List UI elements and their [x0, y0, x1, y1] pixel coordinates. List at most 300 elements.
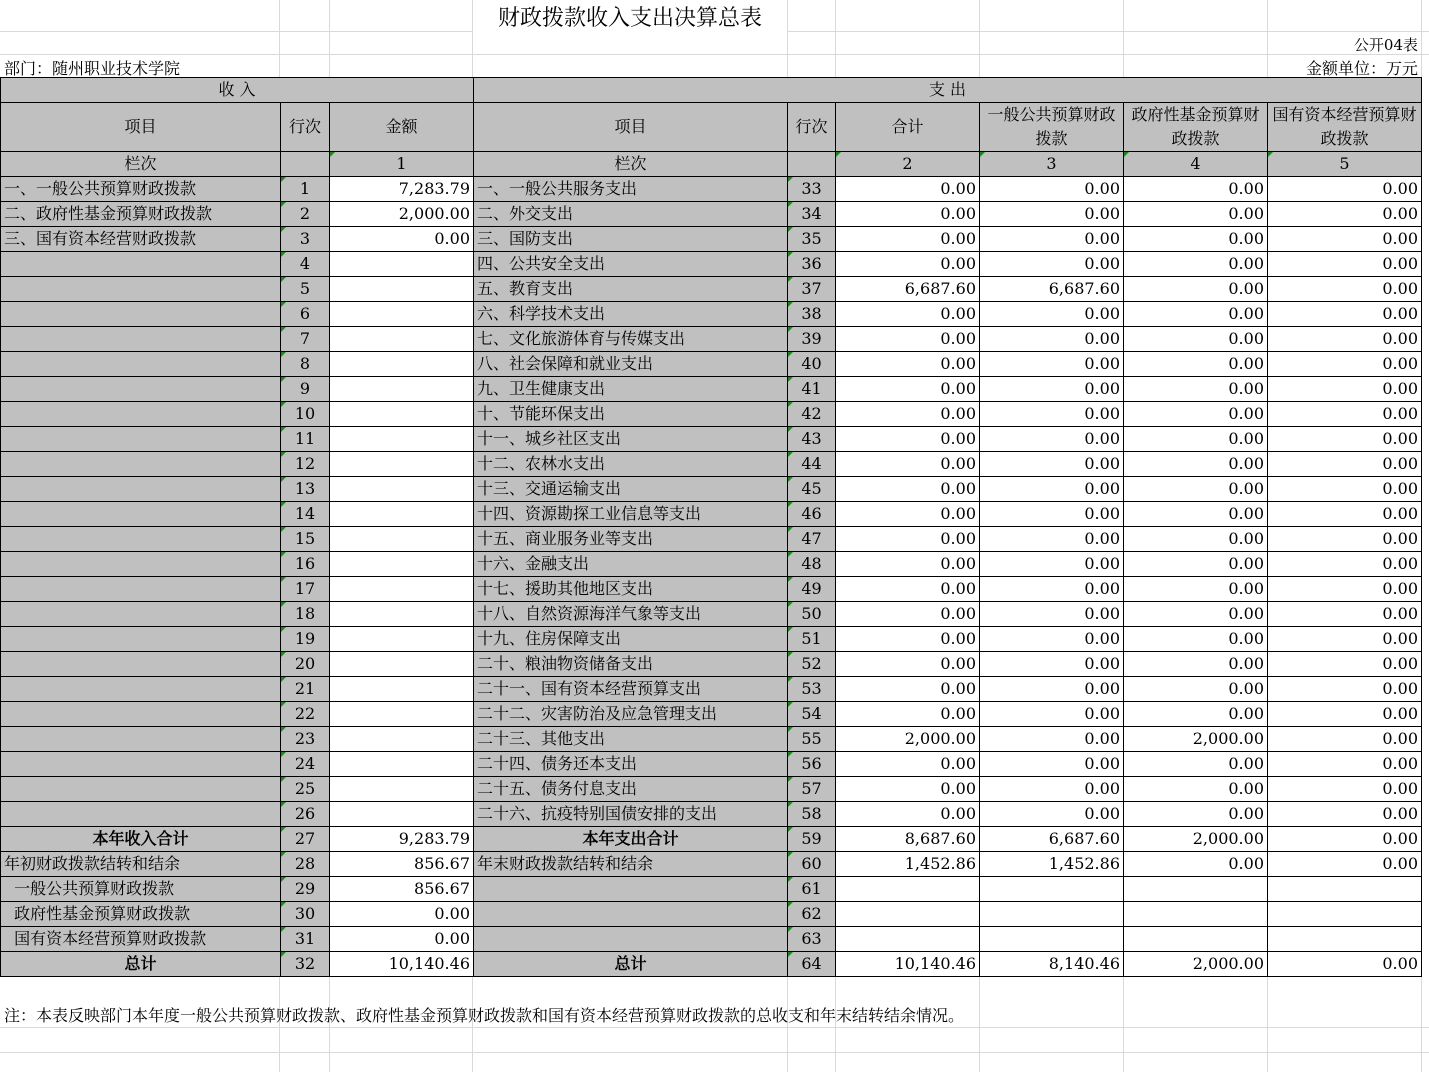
state-capital-cell[interactable]: 0.00: [1268, 952, 1422, 977]
income-item-cell[interactable]: 本年收入合计: [1, 827, 281, 852]
gov-fund-cell[interactable]: 0.00: [1124, 327, 1268, 352]
expense-row-no-cell[interactable]: 38: [788, 302, 836, 327]
income-row-no-cell[interactable]: 16: [281, 552, 330, 577]
income-item-cell[interactable]: [1, 352, 281, 377]
gov-fund-cell[interactable]: 0.00: [1124, 452, 1268, 477]
state-capital-cell[interactable]: 0.00: [1268, 452, 1422, 477]
income-item-cell[interactable]: [1, 302, 281, 327]
expense-item-cell[interactable]: 十八、自然资源海洋气象等支出: [474, 602, 788, 627]
income-item-cell[interactable]: [1, 377, 281, 402]
income-item-cell[interactable]: 一、一般公共预算财政拨款: [1, 177, 281, 202]
total-cell[interactable]: 0.00: [836, 677, 980, 702]
general-budget-cell[interactable]: 0.00: [980, 577, 1124, 602]
expense-item-cell[interactable]: 六、科学技术支出: [474, 302, 788, 327]
state-capital-cell[interactable]: 0.00: [1268, 252, 1422, 277]
income-item-cell[interactable]: 政府性基金预算财政拨款: [1, 902, 281, 927]
expense-item-cell[interactable]: 二十二、灾害防治及应急管理支出: [474, 702, 788, 727]
total-cell[interactable]: [836, 877, 980, 902]
state-capital-cell[interactable]: [1268, 927, 1422, 952]
gov-fund-cell[interactable]: 0.00: [1124, 602, 1268, 627]
state-capital-cell[interactable]: 0.00: [1268, 527, 1422, 552]
general-budget-cell[interactable]: 0.00: [980, 752, 1124, 777]
income-row-no-cell[interactable]: 29: [281, 877, 330, 902]
income-row-no-cell[interactable]: 12: [281, 452, 330, 477]
expense-row-no-cell[interactable]: 62: [788, 902, 836, 927]
total-cell[interactable]: 0.00: [836, 777, 980, 802]
income-row-no-cell[interactable]: 26: [281, 802, 330, 827]
income-item-cell[interactable]: [1, 652, 281, 677]
gov-fund-cell[interactable]: 0.00: [1124, 752, 1268, 777]
state-capital-cell[interactable]: 0.00: [1268, 677, 1422, 702]
state-capital-cell[interactable]: 0.00: [1268, 577, 1422, 602]
state-capital-cell[interactable]: 0.00: [1268, 602, 1422, 627]
general-budget-cell[interactable]: 0.00: [980, 727, 1124, 752]
expense-item-cell[interactable]: 四、公共安全支出: [474, 252, 788, 277]
col-number-1[interactable]: 1: [330, 152, 474, 177]
total-cell[interactable]: 0.00: [836, 752, 980, 777]
state-capital-cell[interactable]: 0.00: [1268, 277, 1422, 302]
expense-item-cell[interactable]: 十五、商业服务业等支出: [474, 527, 788, 552]
general-budget-cell[interactable]: 6,687.60: [980, 277, 1124, 302]
expense-item-cell[interactable]: 二十一、国有资本经营预算支出: [474, 677, 788, 702]
income-row-no-cell[interactable]: 25: [281, 777, 330, 802]
gov-fund-cell[interactable]: 0.00: [1124, 777, 1268, 802]
state-capital-cell[interactable]: [1268, 877, 1422, 902]
gov-fund-cell[interactable]: 0.00: [1124, 527, 1268, 552]
expense-row-no-cell[interactable]: 58: [788, 802, 836, 827]
income-amount-cell[interactable]: [330, 252, 474, 277]
expense-item-cell[interactable]: 三、国防支出: [474, 227, 788, 252]
general-budget-cell[interactable]: 0.00: [980, 327, 1124, 352]
income-row-no-cell[interactable]: 32: [281, 952, 330, 977]
state-capital-cell[interactable]: 0.00: [1268, 802, 1422, 827]
expense-row-no-header[interactable]: 行次: [788, 103, 836, 152]
gov-fund-cell[interactable]: 0.00: [1124, 302, 1268, 327]
income-item-cell[interactable]: [1, 752, 281, 777]
expense-item-cell[interactable]: 二、外交支出: [474, 202, 788, 227]
income-amount-cell[interactable]: 7,283.79: [330, 177, 474, 202]
income-row-no-cell[interactable]: 5: [281, 277, 330, 302]
income-amount-cell[interactable]: [330, 352, 474, 377]
general-budget-cell[interactable]: 0.00: [980, 352, 1124, 377]
income-row-no-cell[interactable]: 24: [281, 752, 330, 777]
gov-fund-cell[interactable]: 0.00: [1124, 502, 1268, 527]
expense-row-no-cell[interactable]: 54: [788, 702, 836, 727]
total-cell[interactable]: [836, 902, 980, 927]
general-budget-cell[interactable]: 0.00: [980, 627, 1124, 652]
expense-item-cell[interactable]: 总计: [474, 952, 788, 977]
income-item-cell[interactable]: 三、国有资本经营财政拨款: [1, 227, 281, 252]
income-col-blank[interactable]: [281, 152, 330, 177]
general-budget-cell[interactable]: 0.00: [980, 602, 1124, 627]
expense-item-cell[interactable]: 十九、住房保障支出: [474, 627, 788, 652]
expense-item-cell[interactable]: 二十五、债务付息支出: [474, 777, 788, 802]
gov-fund-cell[interactable]: [1124, 927, 1268, 952]
expense-item-cell[interactable]: [474, 877, 788, 902]
state-capital-cell[interactable]: 0.00: [1268, 227, 1422, 252]
expense-row-no-cell[interactable]: 39: [788, 327, 836, 352]
total-cell[interactable]: 10,140.46: [836, 952, 980, 977]
expense-item-cell[interactable]: 十三、交通运输支出: [474, 477, 788, 502]
income-amount-cell[interactable]: [330, 577, 474, 602]
income-amount-cell[interactable]: 856.67: [330, 852, 474, 877]
gov-fund-cell[interactable]: 0.00: [1124, 227, 1268, 252]
expense-row-no-cell[interactable]: 34: [788, 202, 836, 227]
expense-row-no-cell[interactable]: 46: [788, 502, 836, 527]
total-cell[interactable]: 0.00: [836, 502, 980, 527]
general-budget-cell[interactable]: 0.00: [980, 802, 1124, 827]
expense-item-cell[interactable]: 二十、粮油物资储备支出: [474, 652, 788, 677]
expense-row-no-cell[interactable]: 43: [788, 427, 836, 452]
income-item-cell[interactable]: [1, 802, 281, 827]
income-row-no-cell[interactable]: 6: [281, 302, 330, 327]
expense-row-no-cell[interactable]: 52: [788, 652, 836, 677]
state-capital-cell[interactable]: 0.00: [1268, 202, 1422, 227]
gov-fund-cell[interactable]: [1124, 877, 1268, 902]
total-cell[interactable]: 0.00: [836, 477, 980, 502]
income-row-no-cell[interactable]: 17: [281, 577, 330, 602]
state-capital-cell[interactable]: 0.00: [1268, 727, 1422, 752]
total-cell[interactable]: 0.00: [836, 352, 980, 377]
col-number-3[interactable]: 3: [980, 152, 1124, 177]
income-amount-cell[interactable]: 0.00: [330, 902, 474, 927]
gov-fund-cell[interactable]: 0.00: [1124, 477, 1268, 502]
income-row-no-cell[interactable]: 14: [281, 502, 330, 527]
expense-row-no-cell[interactable]: 53: [788, 677, 836, 702]
total-header[interactable]: 合计: [836, 103, 980, 152]
income-row-no-cell[interactable]: 9: [281, 377, 330, 402]
expense-row-no-cell[interactable]: 49: [788, 577, 836, 602]
expense-row-no-cell[interactable]: 47: [788, 527, 836, 552]
income-amount-cell[interactable]: 0.00: [330, 927, 474, 952]
total-cell[interactable]: 0.00: [836, 552, 980, 577]
gov-fund-cell[interactable]: 0.00: [1124, 352, 1268, 377]
general-budget-cell[interactable]: 0.00: [980, 252, 1124, 277]
income-amount-cell[interactable]: [330, 652, 474, 677]
income-section-header[interactable]: 收 入: [1, 78, 474, 103]
income-item-cell[interactable]: [1, 527, 281, 552]
gov-fund-cell[interactable]: 0.00: [1124, 577, 1268, 602]
state-capital-cell[interactable]: 0.00: [1268, 627, 1422, 652]
gov-fund-cell[interactable]: 0.00: [1124, 702, 1268, 727]
expense-row-no-cell[interactable]: 55: [788, 727, 836, 752]
income-item-cell[interactable]: [1, 427, 281, 452]
income-item-cell[interactable]: [1, 477, 281, 502]
gov-fund-cell[interactable]: 2,000.00: [1124, 827, 1268, 852]
general-budget-cell[interactable]: [980, 902, 1124, 927]
expense-row-no-cell[interactable]: 50: [788, 602, 836, 627]
income-item-cell[interactable]: [1, 727, 281, 752]
gov-fund-cell[interactable]: 0.00: [1124, 852, 1268, 877]
income-amount-cell[interactable]: [330, 727, 474, 752]
total-cell[interactable]: 0.00: [836, 602, 980, 627]
income-item-cell[interactable]: [1, 452, 281, 477]
expense-row-no-cell[interactable]: 37: [788, 277, 836, 302]
income-item-cell[interactable]: 总计: [1, 952, 281, 977]
general-budget-cell[interactable]: 0.00: [980, 302, 1124, 327]
expense-row-no-cell[interactable]: 41: [788, 377, 836, 402]
expense-item-cell[interactable]: [474, 902, 788, 927]
expense-item-cell[interactable]: 十一、城乡社区支出: [474, 427, 788, 452]
general-budget-header[interactable]: 一般公共预算财政拨款: [980, 103, 1124, 152]
income-row-no-header[interactable]: 行次: [281, 103, 330, 152]
income-item-cell[interactable]: [1, 677, 281, 702]
income-amount-cell[interactable]: 9,283.79: [330, 827, 474, 852]
gov-fund-cell[interactable]: 2,000.00: [1124, 952, 1268, 977]
income-amount-cell[interactable]: [330, 677, 474, 702]
general-budget-cell[interactable]: 0.00: [980, 177, 1124, 202]
income-row-no-cell[interactable]: 15: [281, 527, 330, 552]
income-amount-cell[interactable]: [330, 527, 474, 552]
expense-row-no-cell[interactable]: 64: [788, 952, 836, 977]
total-cell[interactable]: 0.00: [836, 402, 980, 427]
income-amount-cell[interactable]: 2,000.00: [330, 202, 474, 227]
general-budget-cell[interactable]: 0.00: [980, 377, 1124, 402]
gov-fund-cell[interactable]: 0.00: [1124, 627, 1268, 652]
income-item-header[interactable]: 项目: [1, 103, 281, 152]
income-col-label[interactable]: 栏次: [1, 152, 281, 177]
income-amount-cell[interactable]: 0.00: [330, 227, 474, 252]
gov-fund-cell[interactable]: [1124, 902, 1268, 927]
income-item-cell[interactable]: [1, 402, 281, 427]
gov-fund-cell[interactable]: 0.00: [1124, 677, 1268, 702]
general-budget-cell[interactable]: [980, 927, 1124, 952]
total-cell[interactable]: 0.00: [836, 652, 980, 677]
income-amount-cell[interactable]: [330, 552, 474, 577]
total-cell[interactable]: 0.00: [836, 252, 980, 277]
expense-row-no-cell[interactable]: 33: [788, 177, 836, 202]
total-cell[interactable]: [836, 927, 980, 952]
general-budget-cell[interactable]: 6,687.60: [980, 827, 1124, 852]
income-item-cell[interactable]: [1, 252, 281, 277]
expense-row-no-cell[interactable]: 56: [788, 752, 836, 777]
expense-row-no-cell[interactable]: 36: [788, 252, 836, 277]
state-capital-cell[interactable]: 0.00: [1268, 377, 1422, 402]
income-row-no-cell[interactable]: 13: [281, 477, 330, 502]
total-cell[interactable]: 0.00: [836, 577, 980, 602]
income-item-cell[interactable]: [1, 627, 281, 652]
expense-item-cell[interactable]: 九、卫生健康支出: [474, 377, 788, 402]
general-budget-cell[interactable]: 0.00: [980, 502, 1124, 527]
total-cell[interactable]: 8,687.60: [836, 827, 980, 852]
income-row-no-cell[interactable]: 31: [281, 927, 330, 952]
gov-fund-cell[interactable]: 0.00: [1124, 252, 1268, 277]
income-amount-cell[interactable]: [330, 777, 474, 802]
state-capital-cell[interactable]: 0.00: [1268, 177, 1422, 202]
income-item-cell[interactable]: 国有资本经营预算财政拨款: [1, 927, 281, 952]
general-budget-cell[interactable]: 0.00: [980, 402, 1124, 427]
income-item-cell[interactable]: 二、政府性基金预算财政拨款: [1, 202, 281, 227]
income-row-no-cell[interactable]: 2: [281, 202, 330, 227]
expense-item-cell[interactable]: 十六、金融支出: [474, 552, 788, 577]
expense-item-cell[interactable]: 二十三、其他支出: [474, 727, 788, 752]
income-amount-cell[interactable]: [330, 277, 474, 302]
state-capital-cell[interactable]: [1268, 902, 1422, 927]
total-cell[interactable]: 0.00: [836, 452, 980, 477]
expense-item-cell[interactable]: 本年支出合计: [474, 827, 788, 852]
general-budget-cell[interactable]: [980, 877, 1124, 902]
expense-item-cell[interactable]: 十、节能环保支出: [474, 402, 788, 427]
income-item-cell[interactable]: [1, 327, 281, 352]
total-cell[interactable]: 1,452.86: [836, 852, 980, 877]
total-cell[interactable]: 0.00: [836, 177, 980, 202]
expense-item-cell[interactable]: 十二、农林水支出: [474, 452, 788, 477]
expense-item-cell[interactable]: 五、教育支出: [474, 277, 788, 302]
general-budget-cell[interactable]: 1,452.86: [980, 852, 1124, 877]
income-amount-cell[interactable]: [330, 302, 474, 327]
income-row-no-cell[interactable]: 30: [281, 902, 330, 927]
expense-row-no-cell[interactable]: 42: [788, 402, 836, 427]
income-amount-cell[interactable]: [330, 327, 474, 352]
col-number-5[interactable]: 5: [1268, 152, 1422, 177]
general-budget-cell[interactable]: 0.00: [980, 427, 1124, 452]
income-amount-cell[interactable]: [330, 602, 474, 627]
general-budget-cell[interactable]: 0.00: [980, 477, 1124, 502]
general-budget-cell[interactable]: 0.00: [980, 202, 1124, 227]
income-row-no-cell[interactable]: 21: [281, 677, 330, 702]
state-capital-cell[interactable]: 0.00: [1268, 752, 1422, 777]
income-amount-cell[interactable]: [330, 427, 474, 452]
general-budget-cell[interactable]: 0.00: [980, 452, 1124, 477]
income-item-cell[interactable]: 年初财政拨款结转和结余: [1, 852, 281, 877]
gov-fund-header[interactable]: 政府性基金预算财政拨款: [1124, 103, 1268, 152]
gov-fund-cell[interactable]: 0.00: [1124, 427, 1268, 452]
gov-fund-cell[interactable]: 0.00: [1124, 402, 1268, 427]
col-number-2[interactable]: 2: [836, 152, 980, 177]
expense-item-cell[interactable]: 十四、资源勘探工业信息等支出: [474, 502, 788, 527]
income-row-no-cell[interactable]: 23: [281, 727, 330, 752]
general-budget-cell[interactable]: 0.00: [980, 527, 1124, 552]
income-amount-cell[interactable]: [330, 402, 474, 427]
income-item-cell[interactable]: [1, 777, 281, 802]
income-row-no-cell[interactable]: 22: [281, 702, 330, 727]
gov-fund-cell[interactable]: 0.00: [1124, 202, 1268, 227]
income-amount-cell[interactable]: [330, 452, 474, 477]
income-row-no-cell[interactable]: 28: [281, 852, 330, 877]
gov-fund-cell[interactable]: 0.00: [1124, 552, 1268, 577]
state-capital-cell[interactable]: 0.00: [1268, 852, 1422, 877]
expense-row-no-cell[interactable]: 60: [788, 852, 836, 877]
gov-fund-cell[interactable]: 0.00: [1124, 802, 1268, 827]
income-item-cell[interactable]: 一般公共预算财政拨款: [1, 877, 281, 902]
general-budget-cell[interactable]: 0.00: [980, 777, 1124, 802]
general-budget-cell[interactable]: 0.00: [980, 677, 1124, 702]
total-cell[interactable]: 0.00: [836, 227, 980, 252]
income-row-no-cell[interactable]: 1: [281, 177, 330, 202]
income-item-cell[interactable]: [1, 602, 281, 627]
total-cell[interactable]: 0.00: [836, 327, 980, 352]
income-amount-cell[interactable]: [330, 477, 474, 502]
income-item-cell[interactable]: [1, 502, 281, 527]
income-item-cell[interactable]: [1, 577, 281, 602]
state-capital-cell[interactable]: 0.00: [1268, 477, 1422, 502]
state-capital-cell[interactable]: 0.00: [1268, 702, 1422, 727]
expense-item-cell[interactable]: 十七、援助其他地区支出: [474, 577, 788, 602]
expense-item-cell[interactable]: 二十六、抗疫特别国债安排的支出: [474, 802, 788, 827]
total-cell[interactable]: 0.00: [836, 427, 980, 452]
expense-item-cell[interactable]: 年末财政拨款结转和结余: [474, 852, 788, 877]
total-cell[interactable]: 0.00: [836, 527, 980, 552]
expense-row-no-cell[interactable]: 48: [788, 552, 836, 577]
total-cell[interactable]: 0.00: [836, 302, 980, 327]
state-capital-cell[interactable]: 0.00: [1268, 327, 1422, 352]
state-capital-cell[interactable]: 0.00: [1268, 777, 1422, 802]
state-capital-cell[interactable]: 0.00: [1268, 502, 1422, 527]
income-item-cell[interactable]: [1, 552, 281, 577]
col-number-4[interactable]: 4: [1124, 152, 1268, 177]
income-amount-cell[interactable]: [330, 377, 474, 402]
expense-row-no-cell[interactable]: 40: [788, 352, 836, 377]
income-row-no-cell[interactable]: 19: [281, 627, 330, 652]
state-capital-cell[interactable]: 0.00: [1268, 402, 1422, 427]
expense-row-no-cell[interactable]: 59: [788, 827, 836, 852]
expense-row-no-cell[interactable]: 63: [788, 927, 836, 952]
income-amount-cell[interactable]: [330, 752, 474, 777]
expense-row-no-cell[interactable]: 51: [788, 627, 836, 652]
income-amount-cell[interactable]: [330, 502, 474, 527]
expense-row-no-cell[interactable]: 57: [788, 777, 836, 802]
income-row-no-cell[interactable]: 8: [281, 352, 330, 377]
general-budget-cell[interactable]: 0.00: [980, 552, 1124, 577]
expense-item-cell[interactable]: 七、文化旅游体育与传媒支出: [474, 327, 788, 352]
expense-row-no-cell[interactable]: 35: [788, 227, 836, 252]
state-capital-cell[interactable]: 0.00: [1268, 652, 1422, 677]
state-capital-cell[interactable]: 0.00: [1268, 827, 1422, 852]
state-capital-cell[interactable]: 0.00: [1268, 552, 1422, 577]
general-budget-cell[interactable]: 0.00: [980, 227, 1124, 252]
expense-col-label[interactable]: 栏次: [474, 152, 788, 177]
income-amount-cell[interactable]: 10,140.46: [330, 952, 474, 977]
total-cell[interactable]: 6,687.60: [836, 277, 980, 302]
state-capital-cell[interactable]: 0.00: [1268, 352, 1422, 377]
total-cell[interactable]: 0.00: [836, 702, 980, 727]
gov-fund-cell[interactable]: 2,000.00: [1124, 727, 1268, 752]
expense-col-blank[interactable]: [788, 152, 836, 177]
expense-row-no-cell[interactable]: 44: [788, 452, 836, 477]
general-budget-cell[interactable]: 0.00: [980, 702, 1124, 727]
gov-fund-cell[interactable]: 0.00: [1124, 177, 1268, 202]
general-budget-cell[interactable]: 0.00: [980, 652, 1124, 677]
income-row-no-cell[interactable]: 11: [281, 427, 330, 452]
expense-row-no-cell[interactable]: 45: [788, 477, 836, 502]
state-capital-cell[interactable]: 0.00: [1268, 427, 1422, 452]
income-amount-header[interactable]: 金额: [330, 103, 474, 152]
income-row-no-cell[interactable]: 18: [281, 602, 330, 627]
expense-item-header[interactable]: 项目: [474, 103, 788, 152]
expense-section-header[interactable]: 支 出: [474, 78, 1422, 103]
income-amount-cell[interactable]: [330, 702, 474, 727]
expense-item-cell[interactable]: [474, 927, 788, 952]
income-row-no-cell[interactable]: 4: [281, 252, 330, 277]
income-row-no-cell[interactable]: 3: [281, 227, 330, 252]
gov-fund-cell[interactable]: 0.00: [1124, 277, 1268, 302]
income-item-cell[interactable]: [1, 702, 281, 727]
general-budget-cell[interactable]: 8,140.46: [980, 952, 1124, 977]
income-row-no-cell[interactable]: 7: [281, 327, 330, 352]
total-cell[interactable]: 0.00: [836, 202, 980, 227]
expense-item-cell[interactable]: 八、社会保障和就业支出: [474, 352, 788, 377]
income-row-no-cell[interactable]: 27: [281, 827, 330, 852]
expense-row-no-cell[interactable]: 61: [788, 877, 836, 902]
total-cell[interactable]: 0.00: [836, 627, 980, 652]
total-cell[interactable]: 0.00: [836, 802, 980, 827]
income-row-no-cell[interactable]: 10: [281, 402, 330, 427]
gov-fund-cell[interactable]: 0.00: [1124, 377, 1268, 402]
total-cell[interactable]: 0.00: [836, 377, 980, 402]
income-amount-cell[interactable]: [330, 627, 474, 652]
gov-fund-cell[interactable]: 0.00: [1124, 652, 1268, 677]
state-capital-header[interactable]: 国有资本经营预算财政拨款: [1268, 103, 1422, 152]
